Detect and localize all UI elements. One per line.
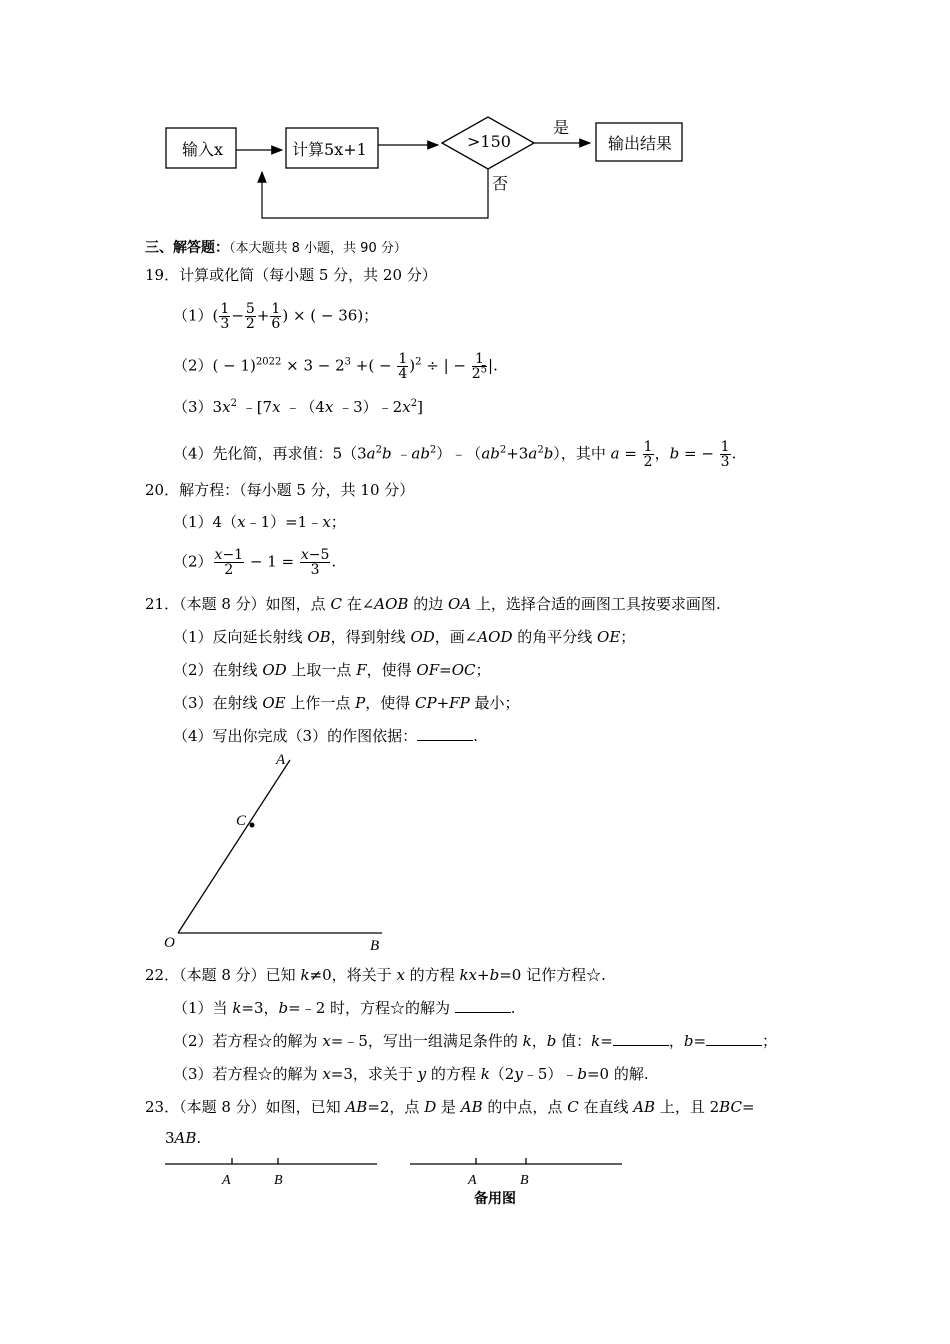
q20-part1: （1）4（x﹣1）=1﹣x； [173, 513, 346, 531]
fraction: $\frac{x-1}{2}$ [214, 547, 244, 578]
part-label: （3） [173, 398, 213, 416]
flowchart [150, 110, 710, 225]
section-title: 三、解答题： [145, 240, 229, 256]
label-C: C [236, 813, 247, 829]
part-label: （4） [173, 727, 213, 745]
q19-title: 19．计算或化简（每小题 5 分，共 20 分） [145, 266, 437, 284]
q19-part3: $(3)3x^2$ ﹣[7x ﹣（4x $﹣3)﹣2x^2$] [173, 398, 423, 416]
q22-part3: （3）若方程☆的解为 x=3，求关于 y 的方程 k（2y﹣5）﹣b=0 的解. [173, 1065, 649, 1083]
fraction: $\frac{x-5}{3}$ [300, 547, 330, 578]
q21-item3: （3）在射线 OE 上作一点 P，使得 CP+FP 最小； [173, 694, 520, 712]
q22-title: 22．（本题 8 分）已知 k≠0，将关于 x 的方程 kx+b=0 记作方程☆. [145, 966, 606, 984]
part-label: （1） [173, 628, 213, 646]
part-label: （1） [173, 306, 213, 325]
fraction: $\frac{1}{3}$ [720, 439, 730, 470]
q22-part2: （2）若方程☆的解为 x=﹣5，写出一组满足条件的 k，b 值：k= ，b= ； [173, 1032, 778, 1050]
fraction: $\frac{1}{2^5}$ [471, 351, 488, 382]
flow-condition-label: >150 [467, 132, 511, 151]
part-text: ，其中 [560, 444, 606, 463]
q21-title: 21．（本题 8 分）如图，点 C 在∠AOB 的边 OA 上，选择合适的画图工具按要求画图. [145, 595, 721, 613]
backup-figure-label: 备用图 [474, 1191, 516, 1207]
q22-title-prefix: 22．（本题 8 分）已知 [145, 966, 296, 984]
part-label: （1） [173, 513, 213, 531]
flow-yes-label: 是 [553, 118, 570, 137]
part-label: （4） [173, 444, 213, 463]
q23-title: 23．（本题 8 分）如图，已知 AB=2，点 D 是 AB 的中点，点 C 在直线 AB 上，且 2BC= [145, 1098, 755, 1116]
part-label: （3） [173, 694, 213, 712]
flow-compute-label: 计算5x+1 [292, 140, 367, 159]
fraction: $\frac{1}{2}$ [643, 439, 653, 470]
fraction: $\frac{1}{3}$ [220, 301, 230, 332]
fraction: $\frac{5}{2}$ [245, 301, 255, 332]
flow-input-label: 输入x [182, 140, 224, 159]
ray-OA [178, 760, 290, 933]
q21-item4: （4）写出你完成（3）的作图依据： . [173, 727, 478, 745]
label-O: O [164, 935, 175, 951]
q21-item1: （1）反向延长射线 OB，得到射线 OD，画∠AOD 的角平分线 OE； [173, 628, 636, 646]
q19-part4: （4）先化简，再求值：$5(3a^2b$ $﹣ab^2)﹣(ab^2+3a^2b)$，其中 a = $\frac{1}{2}$ ，b = − $\frac{1}{3}$ . [173, 439, 737, 470]
label-A-1: A [222, 1173, 231, 1188]
fraction: $\frac{1}{6}$ [271, 301, 281, 332]
section-note: （本大题共 8 小题，共 90 分） [229, 241, 407, 256]
part-label: （2） [173, 661, 213, 679]
q21-item2: （2）在射线 OD 上取一点 F，使得 OF=OC； [173, 661, 491, 679]
q21-title-prefix: 21．（本题 8 分）如图，点 [145, 595, 326, 613]
label-A: A [276, 752, 286, 768]
flow-no-label: 否 [492, 174, 509, 193]
q23-line-figure [160, 1152, 630, 1212]
section-heading [145, 237, 407, 259]
part-label: （2） [173, 356, 213, 375]
q23-title-prefix: 23．（本题 8 分）如图，已知 [145, 1098, 341, 1116]
part-text: 先化简，再求值： [212, 444, 333, 463]
q23-title-cont: 3AB. [165, 1129, 202, 1147]
q22-part1: （1）当 k=3，b=﹣2 时，方程☆的解为 . [173, 999, 516, 1017]
q21-angle-figure [160, 750, 390, 955]
label-A-2: A [468, 1173, 477, 1188]
point-C [250, 823, 255, 828]
part-label: （2） [173, 552, 213, 571]
q20-part2: （2） $\frac{x-1}{2}$ − 1 = $\frac{x-5}{3}$ . [173, 547, 337, 578]
q19-part2: $(2)( - 1)^{2022} \times 3 - 2^3$ +( − $\frac{1}{4}$ )$^2$ ÷ | − $\frac{1}{2^5}$ |. [173, 351, 498, 382]
flow-output-label: 输出结果 [608, 134, 673, 153]
label-B-2: B [520, 1173, 529, 1188]
q19-part1: （1）( $\frac{1}{3}$ − $\frac{5}{2}$ + $\frac{1}{6}$ ) × ( − 36)； [173, 301, 379, 332]
fraction: $\frac{1}{4}$ [398, 351, 408, 382]
loop-back-line [262, 169, 488, 218]
label-B-1: B [274, 1173, 283, 1188]
q20-title: 20．解方程：（每小题 5 分，共 10 分） [145, 481, 415, 499]
label-B: B [370, 938, 380, 954]
